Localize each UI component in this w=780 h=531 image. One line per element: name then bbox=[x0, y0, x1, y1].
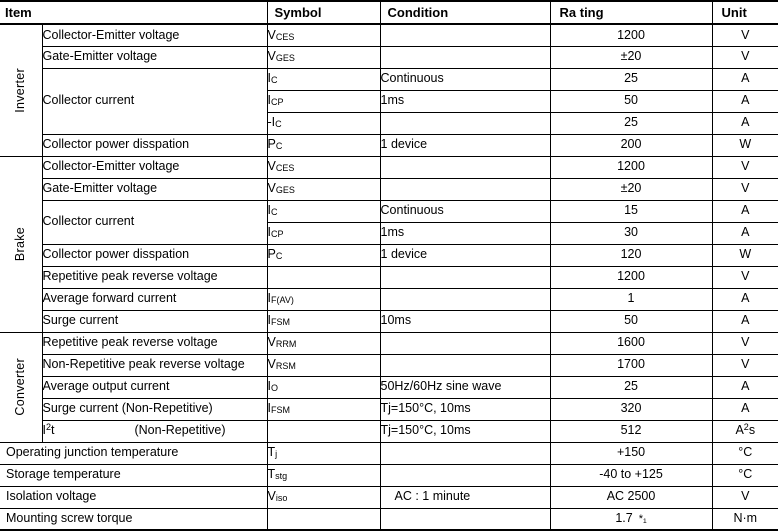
cell-rating: -40 to +125 bbox=[550, 464, 712, 486]
cell-item: Collector-Emitter voltage bbox=[42, 156, 267, 178]
cell-rating: 512 bbox=[550, 420, 712, 442]
footnote-marker: *₁ bbox=[638, 512, 647, 525]
cell-rating: 1200 bbox=[550, 156, 712, 178]
column-header-rating: Ra ting bbox=[550, 1, 712, 24]
cell-item: Repetitive peak reverse voltage bbox=[42, 332, 267, 354]
cell-item-text: $I^2t$ bbox=[42, 422, 55, 438]
table-row bbox=[0, 288, 778, 310]
cell-item: Average output current bbox=[42, 376, 267, 398]
cell-item: Gate-Emitter voltage bbox=[42, 46, 267, 68]
cell-condition: Continuous bbox=[380, 68, 550, 90]
cell-rating: 1600 bbox=[550, 332, 712, 354]
cell-rating: 25 bbox=[550, 68, 712, 90]
cell-symbol: $I_{FSM}$ bbox=[267, 398, 380, 420]
cell-symbol: $V_{CES}$ bbox=[267, 24, 380, 46]
cell-unit: V bbox=[712, 486, 778, 508]
table-row bbox=[0, 354, 778, 376]
cell-symbol: $T_j$ bbox=[267, 442, 380, 464]
cell-symbol: $V_{RRM}$ bbox=[267, 332, 380, 354]
cell-condition: AC : 1 minute bbox=[380, 486, 550, 508]
cell-item: Mounting screw torque bbox=[0, 508, 267, 530]
cell-rating: 25 bbox=[550, 112, 712, 134]
cell-rating: 1700 bbox=[550, 354, 712, 376]
cell-rating: 200 bbox=[550, 134, 712, 156]
cell-symbol: $P_C$ bbox=[267, 244, 380, 266]
cell-condition bbox=[380, 46, 550, 68]
cell-unit: V bbox=[712, 354, 778, 376]
table-row bbox=[0, 442, 778, 464]
table-row bbox=[0, 332, 778, 354]
group-label-text: Converter bbox=[13, 358, 28, 416]
cell-rating: 50 bbox=[550, 310, 712, 332]
cell-item: Operating junction temperature bbox=[0, 442, 267, 464]
cell-unit: A bbox=[712, 222, 778, 244]
cell-item: Gate-Emitter voltage bbox=[42, 178, 267, 200]
cell-unit: V bbox=[712, 156, 778, 178]
cell-condition: Tj=150°C, 10ms bbox=[380, 398, 550, 420]
cell-unit: A bbox=[712, 200, 778, 222]
cell-condition: Tj=150°C, 10ms bbox=[380, 420, 550, 442]
cell-item: Isolation voltage bbox=[0, 486, 267, 508]
cell-condition bbox=[380, 464, 550, 486]
cell-unit: V bbox=[712, 46, 778, 68]
cell-condition bbox=[380, 266, 550, 288]
cell-unit: V bbox=[712, 178, 778, 200]
cell-rating: 30 bbox=[550, 222, 712, 244]
column-header-symbol: Symbol bbox=[267, 1, 380, 24]
table-row bbox=[0, 486, 778, 508]
cell-rating: +150 bbox=[550, 442, 712, 464]
group-label-inverter bbox=[0, 24, 42, 156]
cell-condition: 1 device bbox=[380, 244, 550, 266]
cell-symbol: $T_{stg}$ bbox=[267, 464, 380, 486]
cell-item: Collector power disspation bbox=[42, 244, 267, 266]
cell-condition bbox=[380, 178, 550, 200]
cell-condition bbox=[380, 332, 550, 354]
table-row bbox=[0, 178, 778, 200]
table-row bbox=[0, 68, 778, 90]
cell-unit: A bbox=[712, 398, 778, 420]
table-row bbox=[0, 46, 778, 68]
cell-item bbox=[42, 420, 267, 442]
group-label-converter bbox=[0, 332, 42, 442]
cell-symbol: $I_C$ bbox=[267, 200, 380, 222]
cell-unit: A bbox=[712, 310, 778, 332]
cell-rating-value: 1.7 bbox=[615, 510, 633, 525]
table-row bbox=[0, 376, 778, 398]
group-label-text: Brake bbox=[13, 226, 28, 262]
table-header-row bbox=[0, 1, 778, 24]
cell-rating: 25 bbox=[550, 376, 712, 398]
table-body bbox=[0, 1, 778, 530]
cell-symbol: $I_{CP}$ bbox=[267, 222, 380, 244]
cell-condition: 1ms bbox=[380, 90, 550, 112]
cell-symbol: $V_{GES}$ bbox=[267, 178, 380, 200]
cell-condition bbox=[380, 442, 550, 464]
cell-unit: A bbox=[712, 376, 778, 398]
table-row bbox=[0, 464, 778, 486]
cell-item: Surge current (Non-Repetitive) bbox=[42, 398, 267, 420]
cell-condition bbox=[380, 24, 550, 46]
cell-item: Average forward current bbox=[42, 288, 267, 310]
table-row bbox=[0, 244, 778, 266]
cell-rating: 320 bbox=[550, 398, 712, 420]
cell-unit: V bbox=[712, 24, 778, 46]
cell-symbol: $V_{RSM}$ bbox=[267, 354, 380, 376]
cell-unit: A bbox=[712, 112, 778, 134]
cell-item-suffix: (Non-Repetitive) bbox=[134, 423, 226, 438]
cell-item: Surge current bbox=[42, 310, 267, 332]
cell-symbol: $I_{FSM}$ bbox=[267, 310, 380, 332]
cell-unit: W bbox=[712, 244, 778, 266]
table-row bbox=[0, 134, 778, 156]
cell-symbol: $P_C$ bbox=[267, 134, 380, 156]
cell-rating: 1200 bbox=[550, 24, 712, 46]
cell-item: Collector current bbox=[42, 68, 267, 134]
column-header-condition: Condition bbox=[380, 1, 550, 24]
column-header-unit: Unit bbox=[712, 1, 778, 24]
cell-item: Collector current bbox=[42, 200, 267, 244]
cell-unit: °C bbox=[712, 464, 778, 486]
cell-symbol: $I_O$ bbox=[267, 376, 380, 398]
cell-symbol: $I_{F(AV)}$ bbox=[267, 288, 380, 310]
cell-condition: 1 device bbox=[380, 134, 550, 156]
cell-rating: ±20 bbox=[550, 46, 712, 68]
cell-symbol: $V_{GES}$ bbox=[267, 46, 380, 68]
cell-condition bbox=[380, 156, 550, 178]
cell-symbol: $-I_C$ bbox=[267, 112, 380, 134]
cell-symbol bbox=[267, 508, 380, 530]
table-row bbox=[0, 156, 778, 178]
table-row bbox=[0, 266, 778, 288]
cell-condition bbox=[380, 288, 550, 310]
cell-unit: °C bbox=[712, 442, 778, 464]
table-row bbox=[0, 24, 778, 46]
cell-rating: 15 bbox=[550, 200, 712, 222]
cell-symbol: $V_{CES}$ bbox=[267, 156, 380, 178]
table-row bbox=[0, 200, 778, 222]
cell-symbol bbox=[267, 266, 380, 288]
cell-unit: $A^2s$ bbox=[712, 420, 778, 442]
cell-rating bbox=[550, 508, 712, 530]
cell-symbol: $I_C$ bbox=[267, 68, 380, 90]
cell-condition: Continuous bbox=[380, 200, 550, 222]
cell-condition: 50Hz/60Hz sine wave bbox=[380, 376, 550, 398]
cell-unit: V bbox=[712, 332, 778, 354]
cell-condition bbox=[380, 112, 550, 134]
cell-symbol: $V_{iso}$ bbox=[267, 486, 380, 508]
cell-unit: A bbox=[712, 68, 778, 90]
cell-condition: 1ms bbox=[380, 222, 550, 244]
column-header-item: Item bbox=[0, 1, 267, 24]
cell-item: Non-Repetitive peak reverse voltage bbox=[42, 354, 267, 376]
table-row bbox=[0, 420, 778, 442]
cell-unit: V bbox=[712, 266, 778, 288]
cell-rating: 1200 bbox=[550, 266, 712, 288]
cell-symbol bbox=[267, 420, 380, 442]
cell-unit: A bbox=[712, 288, 778, 310]
group-label-text: Inverter bbox=[13, 67, 28, 113]
cell-item: Storage temperature bbox=[0, 464, 267, 486]
cell-item: Repetitive peak reverse voltage bbox=[42, 266, 267, 288]
cell-condition bbox=[380, 508, 550, 530]
table-row bbox=[0, 310, 778, 332]
cell-unit: N·m bbox=[712, 508, 778, 530]
group-label-brake bbox=[0, 156, 42, 332]
table-row bbox=[0, 398, 778, 420]
cell-condition: 10ms bbox=[380, 310, 550, 332]
cell-unit: A bbox=[712, 90, 778, 112]
table-row bbox=[0, 508, 778, 530]
cell-symbol: $I_{CP}$ bbox=[267, 90, 380, 112]
cell-rating: 50 bbox=[550, 90, 712, 112]
cell-rating: 1 bbox=[550, 288, 712, 310]
cell-unit: W bbox=[712, 134, 778, 156]
cell-rating: AC 2500 bbox=[550, 486, 712, 508]
cell-rating: 120 bbox=[550, 244, 712, 266]
cell-item: Collector power disspation bbox=[42, 134, 267, 156]
cell-item: Collector-Emitter voltage bbox=[42, 24, 267, 46]
cell-condition bbox=[380, 354, 550, 376]
cell-rating: ±20 bbox=[550, 178, 712, 200]
